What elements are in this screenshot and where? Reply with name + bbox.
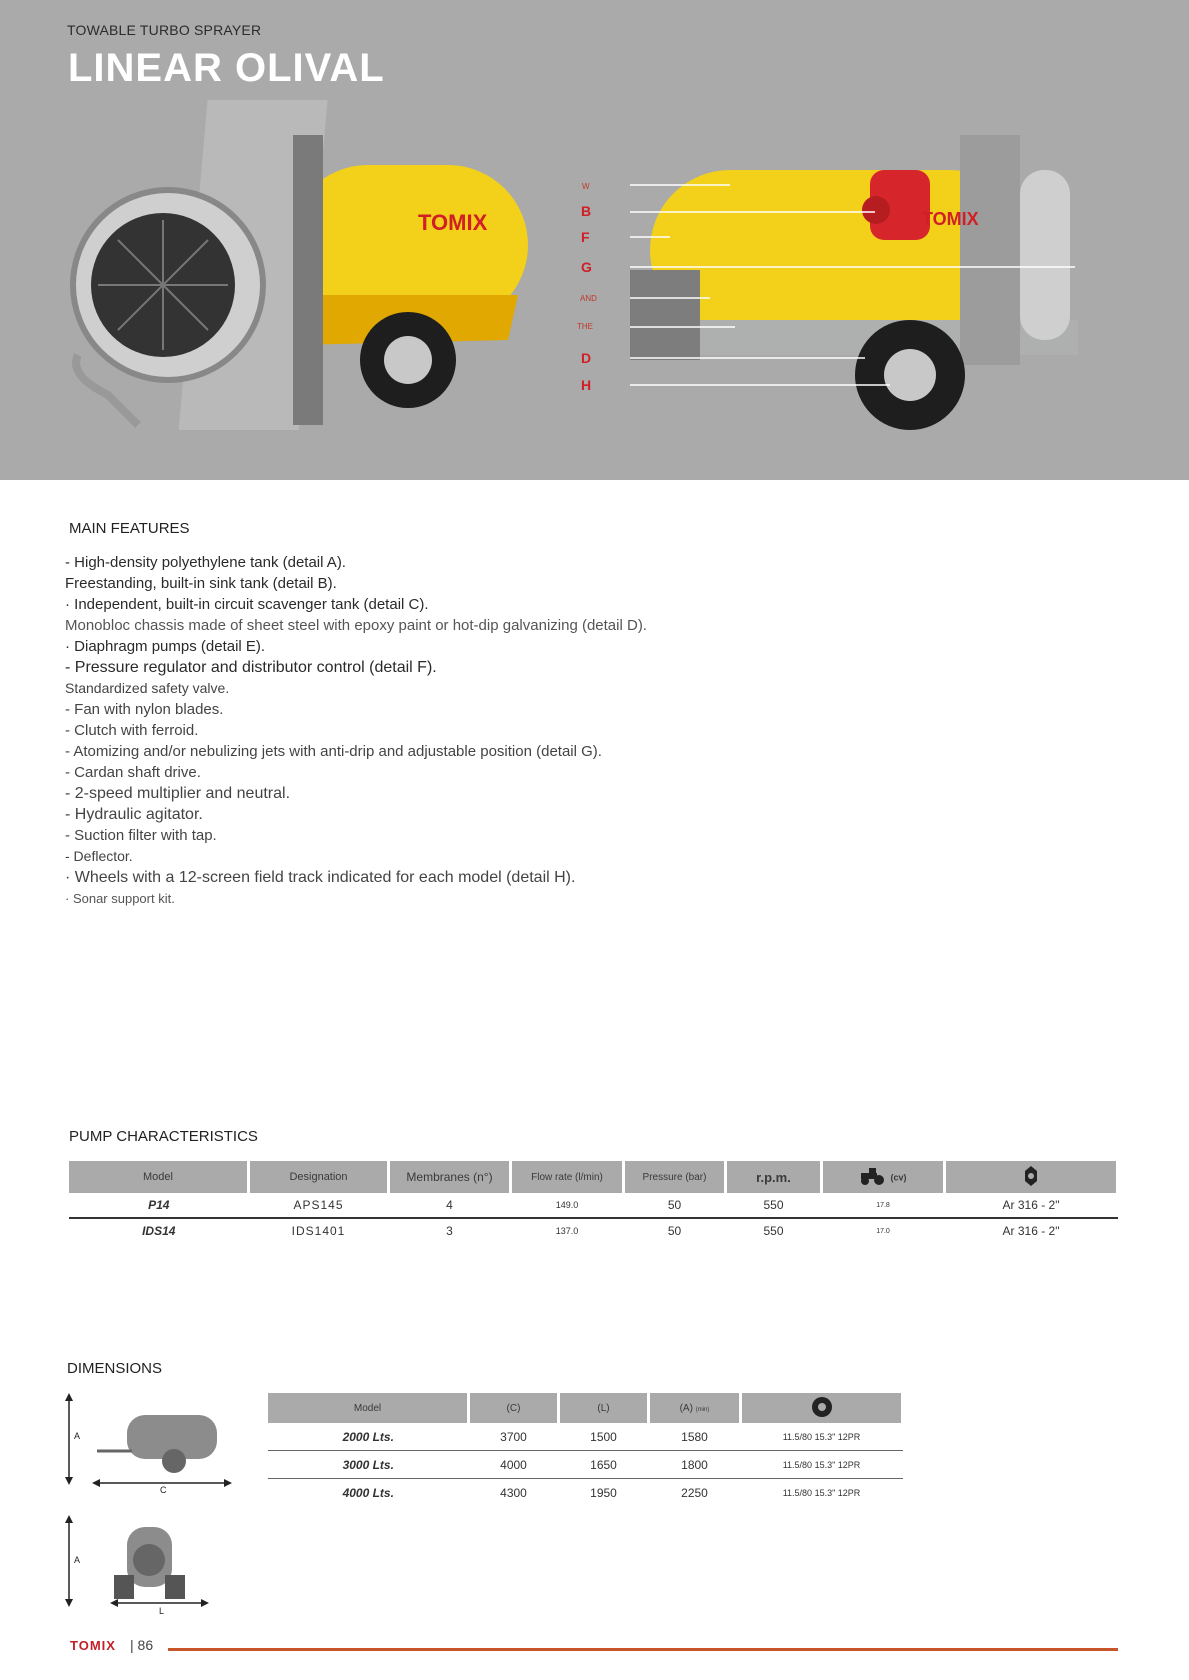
pump-table	[69, 1161, 1119, 1243]
pump-cell: 4	[389, 1193, 511, 1218]
power-unit-label: (cv)	[890, 1171, 907, 1182]
pump-cell: 17.8	[822, 1193, 945, 1218]
dims-cell: 2250	[681, 1485, 708, 1500]
dims-header-c: (C)	[469, 1393, 559, 1423]
dimension-diagram-rear	[62, 1515, 217, 1615]
table-row	[268, 1451, 903, 1479]
features-list	[65, 552, 865, 909]
pump-cell: 149.0	[511, 1193, 624, 1218]
feature-item: - Atomizing and/or nebulizing jets with anti-drip and adjustable position (detail G).	[65, 743, 602, 760]
pump-cell: IDS1401	[291, 1224, 346, 1238]
callout-g: G	[581, 259, 592, 275]
feature-item: · Diaphragm pumps (detail E).	[65, 638, 266, 655]
brand-label-right: TOMIX	[922, 209, 979, 229]
pump-header-membranes: Membranes (n°)	[389, 1161, 511, 1193]
pump-cell: 17.0	[876, 1227, 890, 1235]
dims-cell: 11.5/80 15.3" 12PR	[782, 1487, 861, 1498]
dims-cell: 1650	[559, 1451, 649, 1479]
feature-item: · Independent, built-in circuit scavenger tank (detail C).	[65, 596, 429, 613]
table-row	[69, 1193, 1118, 1218]
product-category: TOWABLE TURBO SPRAYER	[67, 22, 262, 38]
feature-item: Monobloc chassis made of sheet steel with epoxy paint or hot-dip galvanizing (detail D).	[65, 617, 647, 634]
pump-header-designation: Designation	[249, 1161, 389, 1193]
dims-header-wheel	[741, 1393, 903, 1423]
feature-item: · Wheels with a 12-screen field track indicated for each model (detail H).	[65, 869, 576, 886]
pump-header-model: Model	[69, 1161, 249, 1193]
pump-cell: 137.0	[555, 1226, 579, 1236]
sprayer-side-image	[630, 130, 1150, 460]
callout-f: F	[581, 229, 590, 245]
dim-label-a-rear: A	[74, 1555, 81, 1565]
hero-banner	[0, 0, 1189, 480]
dim-label-a: A	[74, 1431, 81, 1441]
dim-label-c: C	[160, 1485, 167, 1493]
pump-cell: 3	[446, 1224, 453, 1238]
dims-cell: 4000	[469, 1451, 559, 1479]
pump-cell: Ar 316 - 2"	[945, 1193, 1118, 1218]
feature-item: Freestanding, built-in sink tank (detail B).	[65, 575, 337, 592]
product-title: LINEAR OLIVAL	[68, 46, 385, 90]
dims-cell: 3000 Lts.	[268, 1451, 469, 1479]
dims-cell: 3700	[469, 1423, 559, 1451]
brand-label-left: TOMIX	[418, 210, 488, 235]
pump-header-pressure: Pressure (bar)	[624, 1161, 726, 1193]
page-number: | 86	[130, 1637, 154, 1653]
footer-logo: TOMIX	[70, 1638, 116, 1653]
feature-item: - Cardan shaft drive.	[65, 764, 201, 781]
feature-item: - Hydraulic agitator.	[65, 806, 203, 823]
table-row	[268, 1423, 903, 1451]
dims-cell: 1580	[649, 1423, 741, 1451]
dims-cell: 4000 Lts.	[342, 1485, 394, 1500]
dimensions-table	[268, 1393, 904, 1506]
fitting-icon	[1022, 1165, 1040, 1190]
table-row	[69, 1218, 1118, 1243]
table-row	[268, 1479, 903, 1507]
pump-header-flow: Flow rate (l/min)	[511, 1161, 624, 1193]
sprayer-front-image	[38, 95, 538, 475]
feature-item: Standardized safety valve.	[65, 680, 230, 696]
dims-header-a	[649, 1393, 741, 1423]
dims-cell: 11.5/80 15.3" 12PR	[741, 1451, 903, 1479]
dims-header-a-label: (A)	[679, 1402, 693, 1414]
pump-title: PUMP CHARACTERISTICS	[69, 1128, 258, 1145]
pump-header-rpm: r.p.m.	[726, 1161, 822, 1193]
dims-cell: 1500	[559, 1423, 649, 1451]
callout-b: B	[581, 203, 592, 219]
dims-header-a-unit: (min)	[695, 1406, 710, 1413]
callout-the: THE	[577, 322, 593, 331]
feature-item: · Sonar support kit.	[65, 891, 175, 906]
pump-cell: 50	[667, 1224, 682, 1238]
dims-cell: 1800	[649, 1451, 741, 1479]
feature-item: - Fan with nylon blades.	[65, 701, 224, 718]
pump-header-power	[822, 1161, 945, 1193]
feature-item: - Deflector.	[65, 848, 133, 864]
dimensions-title: DIMENSIONS	[67, 1360, 163, 1377]
callout-w: W	[582, 182, 590, 191]
dims-header-model: Model	[268, 1393, 469, 1423]
pump-cell: 50	[624, 1193, 726, 1218]
pump-cell: P14	[69, 1193, 249, 1218]
pump-header-fitting	[945, 1161, 1118, 1193]
pump-cell: 550	[726, 1193, 822, 1218]
dims-cell: 11.5/80 15.3" 12PR	[741, 1423, 903, 1451]
footer-divider	[168, 1648, 1118, 1651]
pump-cell: 550	[763, 1224, 784, 1238]
features-title: MAIN FEATURES	[69, 520, 190, 537]
feature-item: - 2-speed multiplier and neutral.	[65, 785, 291, 802]
pump-cell: Ar 316 - 2"	[1002, 1224, 1060, 1238]
dims-cell: 2000 Lts.	[268, 1423, 469, 1451]
callout-d: D	[581, 350, 592, 366]
pump-cell: APS145	[249, 1193, 389, 1218]
feature-item: - Suction filter with tap.	[65, 827, 217, 844]
dims-header-row	[268, 1393, 903, 1423]
tractor-icon	[859, 1167, 887, 1188]
callout-and: AND	[580, 294, 597, 303]
dim-label-l: L	[159, 1606, 165, 1615]
feature-item: - Pressure regulator and distributor control (detail F).	[65, 659, 437, 676]
dimension-diagram-side	[62, 1393, 237, 1493]
pump-header-row	[69, 1161, 1118, 1193]
pump-cell: IDS14	[142, 1224, 176, 1238]
callout-h: H	[581, 377, 592, 393]
feature-item: - Clutch with ferroid.	[65, 722, 199, 739]
dims-cell: 4300	[500, 1485, 527, 1500]
dims-header-l: (L)	[559, 1393, 649, 1423]
feature-item: - High-density polyethylene tank (detail A).	[65, 554, 346, 571]
dims-cell: 1950	[590, 1485, 617, 1500]
wheel-icon	[811, 1396, 833, 1421]
